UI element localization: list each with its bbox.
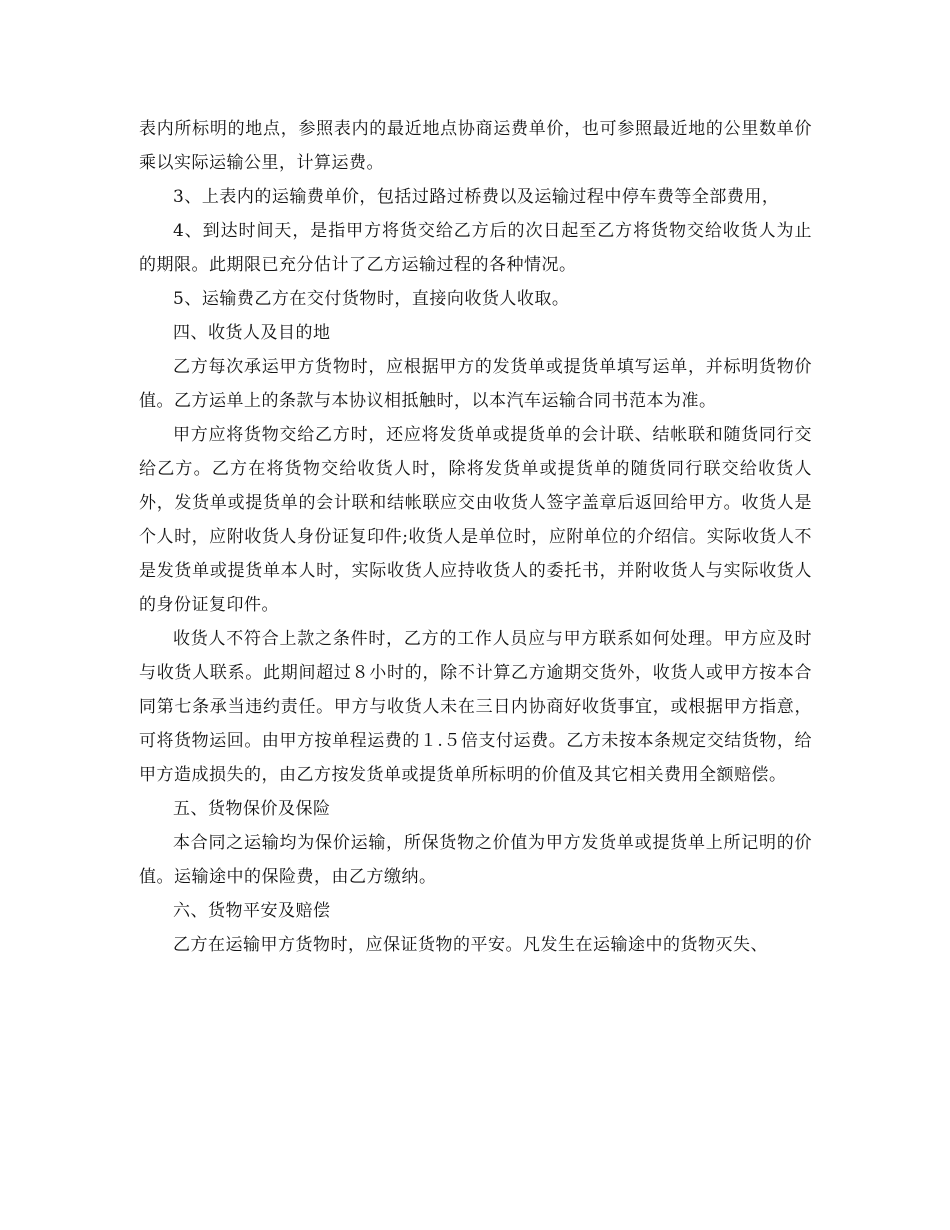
document-body bbox=[139, 112, 812, 962]
paragraph-item-4: 4、到达时间天，是指甲方将货交给乙方后的次日起至乙方将货物交给收货人为止的期限。此期限已充分估计了乙方运输过程的各种情况。 bbox=[139, 221, 812, 275]
paragraph-item-3: 3、上表内的运输费单价，包括过路过桥费以及运输过程中停车费等全部费用， bbox=[173, 187, 780, 207]
paragraph-item-5: 5、运输费乙方在交付货物时，直接向收货人收取。 bbox=[173, 289, 570, 309]
paragraph-insurance: 本合同之运输均为保价运输，所保货物之价值为甲方发货单或提货单上所记明的价值。运输途中的保险费，由乙方缴纳。 bbox=[139, 833, 812, 887]
paragraph-continuation: 表内所标明的地点，参照表内的最近地点协商运费单价，也可参照最近地的公里数单价乘以实际运输公里，计算运费。 bbox=[139, 119, 812, 173]
section-heading-5: 五、货物保价及保险 bbox=[173, 799, 331, 819]
paragraph-delivery-documents: 甲方应将货物交给乙方时，还应将发货单或提货单的会计联、结帐联和随货同行交给乙方。乙方在将货物交给收货人时，除将发货单或提货单的随货同行联交给收货人外，发货单或提货单的会计联和结帐联应交由收货人签字盖章后返回给甲方。收货人是个人时，应附收货人身份证复印件;收货人是单位时，应附单位的介绍信。实际收货人不是发货单或提货单本人时，实际收货人应持收货人的委托书，并附收货人与实际收货人的身份证复印件。 bbox=[139, 425, 812, 615]
section-heading-6: 六、货物平安及赔偿 bbox=[173, 901, 331, 921]
paragraph-receiver-conditions: 收货人不符合上款之条件时，乙方的工作人员应与甲方联系如何处理。甲方应及时与收货人联系。此期间超过８小时的，除不计算乙方逾期交货外，收货人或甲方按本合同第七条承当违约责任。甲方与收货人未在三日内协商好收货事宜，或根据甲方指意，可将货物运回。由甲方按单程运费的１.５倍支付运费。乙方未按本条规定交结货物，给甲方造成损失的，由乙方按发货单或提货单所标明的价值及其它相关费用全额赔偿。 bbox=[139, 629, 812, 785]
paragraph-safety: 乙方在运输甲方货物时，应保证货物的平安。凡发生在运输途中的货物灭失、 bbox=[173, 935, 768, 955]
section-heading-4: 四、收货人及目的地 bbox=[173, 323, 331, 343]
paragraph-waybill: 乙方每次承运甲方货物时，应根据甲方的发货单或提货单填写运单，并标明货物价值。乙方运单上的条款与本协议相抵触时，以本汽车运输合同书范本为准。 bbox=[139, 357, 812, 411]
